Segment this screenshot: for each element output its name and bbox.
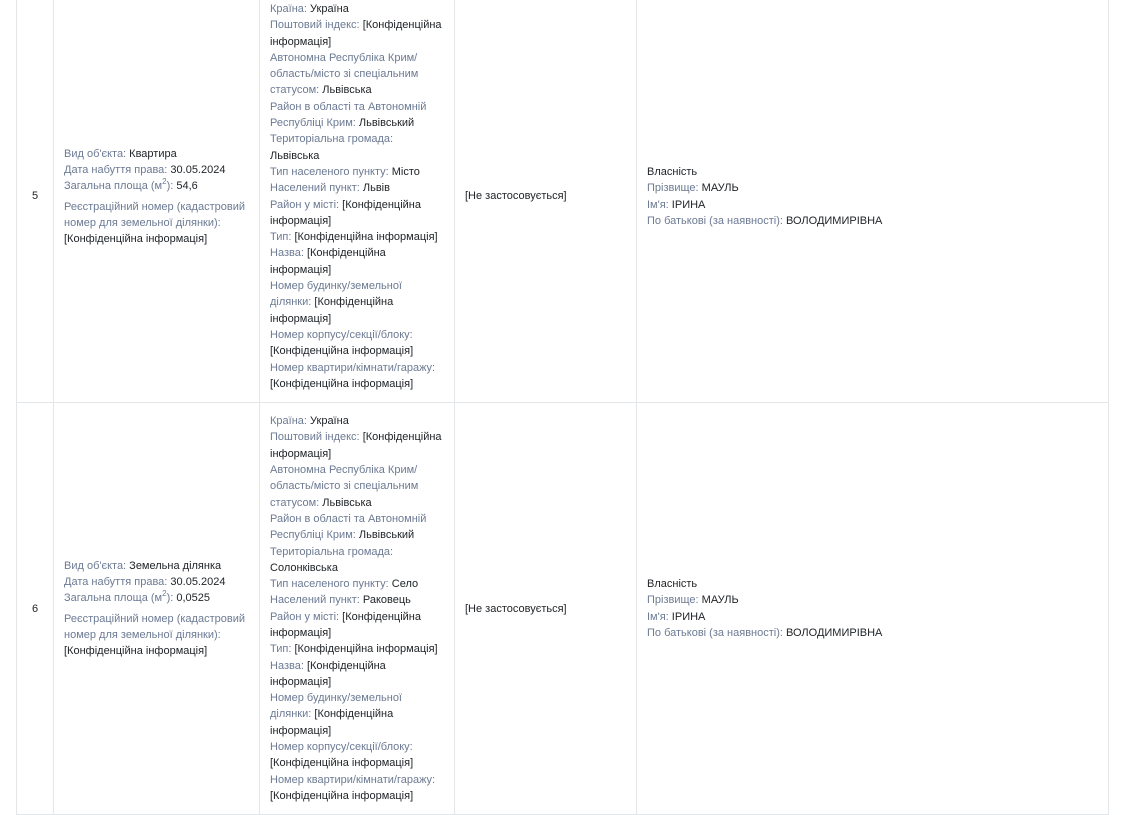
- surname-label: Прізвище:: [647, 594, 702, 607]
- building-label: Номер будинку/земельної ділянки:: [270, 692, 402, 721]
- row-number: 5: [17, 0, 54, 403]
- table-row: [17, 403, 1109, 815]
- patronymic-label: По батькові (за наявності):: [647, 626, 786, 639]
- address-cell: [260, 0, 455, 403]
- patronymic-value: ВОЛОДИМИРІВНА: [786, 626, 883, 639]
- cost-cell: [Не застосовується]: [455, 0, 637, 403]
- block-value: [Конфіденційна інформація]: [270, 345, 414, 358]
- owner-cell: [637, 403, 1109, 815]
- name-value: ІРИНА: [671, 610, 706, 623]
- apartment-label: Номер квартири/кімнати/гаражу:: [270, 773, 436, 786]
- area-value: 0,0525: [176, 592, 211, 605]
- street-type-value: [Конфіденційна інформація]: [294, 643, 438, 656]
- street-type-value: [Конфіденційна інформація]: [294, 231, 438, 244]
- community-label: Територіальна громада:: [270, 545, 394, 558]
- block-value: [Конфіденційна інформація]: [270, 757, 414, 770]
- district-label: Район в області та Автономній Республіці Крим:: [270, 100, 427, 130]
- district-value: Львівський: [358, 117, 415, 130]
- right-type: Власність: [647, 165, 698, 178]
- community-value: Львівська: [270, 149, 320, 162]
- acquisition-date-label: Дата набуття права:: [64, 576, 171, 589]
- settlement-type-value: Місто: [391, 165, 420, 178]
- table-row: [17, 0, 1109, 403]
- country-value: Україна: [310, 3, 349, 15]
- street-type-label: Тип:: [270, 643, 295, 656]
- street-type-label: Тип:: [270, 231, 295, 244]
- surname-label: Прізвище:: [647, 182, 702, 195]
- community-value: Солонківська: [270, 561, 338, 574]
- settlement-value: Раковець: [362, 594, 411, 607]
- reg-number-value: [Конфіденційна інформація]: [64, 645, 208, 658]
- acquisition-date-value: 30.05.2024: [170, 163, 226, 176]
- property-table: [16, 0, 1109, 815]
- surname-value: МАУЛЬ: [701, 594, 739, 607]
- object-type-label: Вид об'єкта:: [64, 147, 130, 160]
- acquisition-date-value: 30.05.2024: [170, 576, 226, 589]
- block-label: Номер корпусу/секції/блоку:: [270, 741, 413, 754]
- country-label: Країна:: [270, 3, 311, 15]
- district-value: Львівський: [358, 529, 415, 542]
- postal-label: Поштовий індекс:: [270, 19, 363, 32]
- owner-cell: [637, 0, 1109, 403]
- postal-value: [Конфіденційна інформація]: [270, 19, 442, 48]
- region-value: Львівська: [322, 84, 372, 97]
- postal-value: [Конфіденційна інформація]: [270, 431, 442, 460]
- apartment-label: Номер квартири/кімнати/гаражу:: [270, 361, 436, 374]
- region-value: Львівська: [322, 496, 372, 509]
- city-district-value: [Конфіденційна інформація]: [270, 198, 421, 227]
- area-label: Загальна площа $(м^2)$:: [64, 588, 177, 605]
- settlement-type-label: Тип населеного пункту:: [270, 578, 392, 591]
- object-type-value: Земельна ділянка: [129, 559, 222, 572]
- surname-value: МАУЛЬ: [701, 182, 739, 195]
- street-name-value: [Конфіденційна інформація]: [270, 659, 386, 688]
- acquisition-date-label: Дата набуття права:: [64, 163, 171, 176]
- object-type-label: Вид об'єкта:: [64, 559, 130, 572]
- cost-cell: [Не застосовується]: [455, 403, 637, 815]
- reg-number-label: Реєстраційний номер (кадастровий номер для земельної ділянки):: [64, 612, 245, 641]
- country-value: Україна: [310, 415, 349, 428]
- object-cell: [54, 403, 260, 815]
- building-value: [Конфіденційна інформація]: [270, 708, 394, 737]
- settlement-label: Населений пункт:: [270, 594, 363, 607]
- settlement-type-label: Тип населеного пункту:: [270, 165, 392, 178]
- city-district-value: [Конфіденційна інформація]: [270, 610, 421, 639]
- address-cell: [260, 403, 455, 815]
- settlement-type-value: Село: [391, 578, 419, 591]
- area-value: 54,6: [176, 180, 198, 193]
- district-label: Район в області та Автономній Республіці Крим:: [270, 512, 427, 542]
- street-name-label: Назва:: [270, 659, 307, 672]
- region-label: Автономна Республіка Крим/ область/місто зі спеціальним статусом:: [270, 464, 419, 509]
- region-label: Автономна Республіка Крим/ область/місто зі спеціальним статусом:: [270, 51, 419, 97]
- patronymic-label: По батькові (за наявності):: [647, 214, 786, 227]
- reg-number-value: [Конфіденційна інформація]: [64, 233, 208, 246]
- building-value: [Конфіденційна інформація]: [270, 296, 394, 325]
- name-value: ІРИНА: [671, 198, 706, 211]
- country-label: Країна:: [270, 415, 311, 428]
- city-district-label: Район у місті:: [270, 610, 343, 623]
- right-type: Власність: [647, 578, 698, 591]
- patronymic-value: ВОЛОДИМИРІВНА: [786, 214, 883, 227]
- area-label: Загальна площа $(м^2)$:: [64, 176, 177, 193]
- postal-label: Поштовий індекс:: [270, 431, 363, 444]
- reg-number-label: Реєстраційний номер (кадастровий номер для земельної ділянки):: [64, 200, 245, 229]
- building-label: Номер будинку/земельної ділянки:: [270, 280, 402, 309]
- street-name-label: Назва:: [270, 247, 307, 260]
- object-type-value: Квартира: [129, 147, 177, 160]
- apartment-value: [Конфіденційна інформація]: [270, 789, 414, 802]
- city-district-label: Район у місті:: [270, 198, 343, 211]
- settlement-label: Населений пункт:: [270, 182, 363, 195]
- name-label: Ім'я:: [647, 198, 672, 211]
- settlement-value: Львів: [362, 182, 390, 195]
- street-name-value: [Конфіденційна інформація]: [270, 247, 386, 276]
- community-label: Територіальна громада:: [270, 133, 394, 146]
- row-number: 6: [17, 403, 54, 815]
- object-cell: [54, 0, 260, 403]
- apartment-value: [Конфіденційна інформація]: [270, 377, 414, 390]
- block-label: Номер корпусу/секції/блоку:: [270, 328, 413, 341]
- name-label: Ім'я:: [647, 610, 672, 623]
